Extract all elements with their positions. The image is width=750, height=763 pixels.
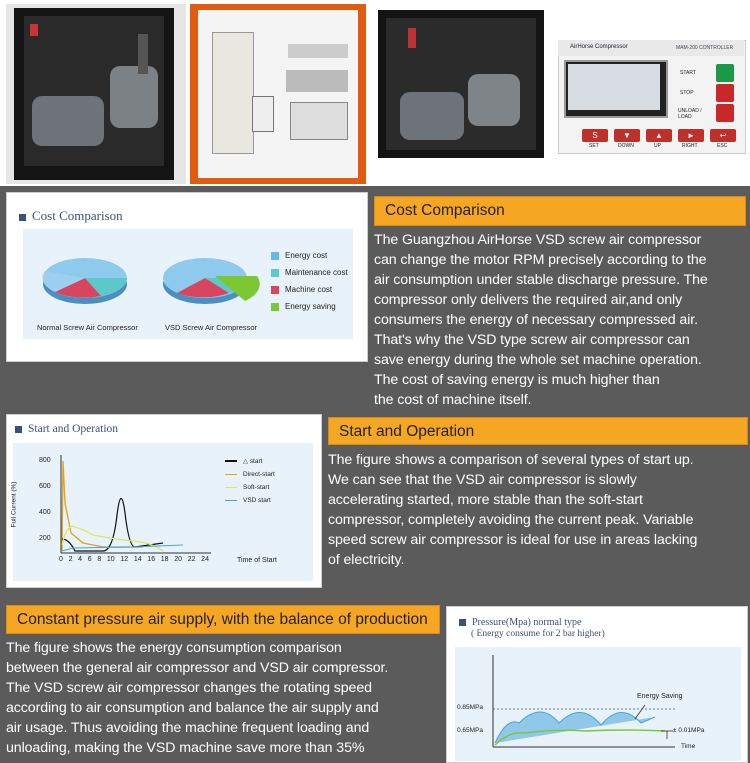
cost-comparison-text — [374, 230, 748, 410]
legend-swatch — [271, 286, 279, 294]
legend-swatch — [271, 269, 279, 277]
cost-panel-title-text: Cost Comparison — [32, 208, 123, 223]
compressor-photo-1 — [6, 4, 186, 184]
start-operation-text — [328, 450, 748, 570]
legend-soft-start — [225, 484, 275, 491]
text-line: accelerating started, more stable than the soft-start — [328, 492, 643, 508]
legend-label: VSD start — [243, 497, 271, 504]
controller-brand: AirHorse Compressor — [570, 44, 628, 50]
text-line: We can see that the VSD air compressor is slowly — [328, 472, 637, 488]
set-label: SET — [589, 143, 599, 149]
text-line: according to air consumption and balance the air supply and — [6, 700, 379, 716]
x-axis-label: Time — [681, 743, 696, 750]
up-button[interactable]: ▲ — [646, 129, 672, 142]
x-tick: 10 — [106, 556, 115, 563]
text-line: of electricity. — [328, 552, 405, 568]
text-line: save energy during the whole set machine operation. — [374, 352, 702, 368]
up-label: UP — [654, 143, 661, 149]
vsd-pie-label: VSD Screw Air Compressor — [165, 323, 258, 332]
text-line: The figure shows the energy consumption comparison — [6, 640, 342, 656]
text-line: The Guangzhou AirHorse VSD screw air compressor — [374, 232, 702, 248]
normal-compressor-pie — [43, 258, 127, 304]
normal-pie-label: Normal Screw Air Compressor — [37, 323, 138, 332]
cost-comparison-heading: Cost Comparison — [374, 196, 746, 226]
controller-model: MAM-200 CONTROLLER — [676, 45, 734, 51]
start-operation-heading: Start and Operation — [328, 417, 748, 445]
pressure-chart-panel — [446, 606, 748, 763]
y-tick: 400 — [39, 509, 51, 516]
legend-energy-saving — [271, 302, 348, 311]
tolerance-label: ± 0.01MPa — [673, 727, 705, 734]
legend-swatch — [225, 500, 237, 502]
text-line: consumers the energy of necessary compressed air. — [374, 312, 698, 328]
text-line: air consumption under stable discharge pressure. The — [374, 272, 708, 288]
cost-comparison-chart-panel — [6, 192, 368, 362]
vsd-compressor-pie — [163, 258, 260, 304]
legend-label: Machine cost — [285, 285, 333, 294]
text-line: unloading, making the VSD machine save more than 35% — [6, 740, 365, 756]
pressure-chart-area — [455, 647, 741, 761]
pressure-panel-title-text: Pressure(Mpa) normal type — [472, 617, 582, 628]
y-tick: 800 — [39, 457, 51, 464]
text-line: The cost of saving energy is much higher than — [374, 372, 660, 388]
legend-direct-start — [225, 471, 275, 478]
text-line: That's why the VSD type screw air compressor can — [374, 332, 690, 348]
start-button[interactable] — [716, 64, 734, 82]
cost-panel-title — [19, 208, 123, 224]
legend-vsd-start — [225, 497, 275, 504]
constant-pressure-text — [6, 638, 442, 758]
legend-swatch — [225, 474, 237, 476]
legend-label: Maintenance cost — [285, 268, 348, 277]
x-tick: 2 — [68, 556, 73, 563]
unload-load-button[interactable] — [716, 104, 734, 122]
legend-swatch — [225, 487, 237, 489]
down-label: DOWN — [618, 143, 634, 149]
x-axis-label: Time of Start — [237, 557, 277, 564]
legend-swatch — [225, 460, 237, 462]
legend-label: Direct-start — [243, 471, 275, 478]
y-high-label: 0.85MPa — [457, 704, 484, 711]
start-panel-title-text: Start and Operation — [28, 423, 119, 435]
text-line: the cost of machine itself. — [374, 392, 532, 408]
legend-delta-start — [225, 457, 275, 465]
x-tick: 0 — [59, 556, 63, 563]
compressor-photo-2 — [372, 4, 552, 184]
legend-machine-cost — [271, 285, 348, 294]
esc-button[interactable]: ↩ — [710, 129, 736, 142]
x-tick: 20 — [174, 556, 183, 563]
x-tick: 4 — [78, 556, 83, 563]
x-tick: 22 — [187, 556, 196, 563]
text-line: between the general air compressor and VSD air compressor. — [6, 660, 389, 676]
constant-pressure-heading: Constant pressure air supply, with the balance of production — [6, 605, 440, 634]
title-square-icon — [19, 214, 26, 221]
electrical-panel-photo — [190, 4, 366, 184]
x-tick: 14 — [133, 556, 142, 563]
pressure-panel-title — [459, 617, 581, 628]
start-chart-area — [10, 443, 313, 581]
right-button[interactable]: ► — [678, 129, 704, 142]
y-axis-label: Full Current (%) — [10, 481, 18, 528]
legend-energy-cost — [271, 251, 348, 260]
stop-button[interactable] — [716, 84, 734, 102]
standard-pressure-curve — [495, 712, 655, 743]
text-line: The figure shows a comparison of several types of start up. — [328, 452, 694, 468]
x-ticks — [59, 556, 209, 563]
controller-stop-label: STOP — [680, 90, 694, 96]
title-square-icon — [15, 426, 22, 433]
legend-label: △ start — [243, 458, 263, 465]
start-legend — [225, 457, 275, 510]
y-low-label: 0.65MPa — [457, 727, 484, 734]
start-panel-title — [15, 423, 118, 435]
text-line: can change the motor RPM precisely according to the — [374, 252, 707, 268]
text-line: The VSD screw air compressor changes the rotating speed — [6, 680, 372, 696]
legend-swatch — [271, 303, 279, 311]
text-line: speed screw air compressor is ideal for use in areas lacking — [328, 532, 698, 548]
x-tick: 24 — [201, 556, 209, 563]
legend-maintenance-cost — [271, 268, 348, 277]
product-photo-strip — [0, 0, 750, 186]
text-line: compressor, completely avoiding the current peak. Variable — [328, 512, 694, 528]
legend-label: Soft-start — [243, 484, 270, 491]
pressure-curve-chart — [455, 647, 741, 761]
cost-chart-area — [23, 229, 353, 339]
text-line: compressor only delivers the required air,and only — [374, 292, 683, 308]
y-tick: 200 — [39, 535, 51, 542]
vsd-start-line — [62, 545, 183, 551]
controller-unload-label: UNLOAD / LOAD — [678, 108, 702, 120]
pressure-panel-subtitle: ( Energy consume for 2 bar higher) — [471, 629, 605, 639]
legend-label: Energy saving — [285, 302, 336, 311]
x-tick: 18 — [160, 556, 169, 563]
text-line: air usage. Thus avoiding the machine frequent loading and — [6, 720, 370, 736]
y-tick: 600 — [39, 483, 51, 490]
controller-start-label: START — [680, 70, 696, 76]
x-tick: 6 — [87, 556, 92, 563]
down-button[interactable]: ▼ — [614, 129, 640, 142]
title-square-icon — [459, 619, 466, 626]
controller-panel-photo — [556, 4, 746, 184]
legend-label: Energy cost — [285, 251, 328, 260]
legend-swatch — [271, 252, 279, 260]
right-label: RIGHT — [682, 143, 698, 149]
start-operation-chart-panel — [6, 414, 322, 588]
x-tick: 16 — [147, 556, 156, 563]
set-button[interactable]: S — [582, 129, 608, 142]
esc-label: ESC — [717, 143, 728, 149]
energy-saving-annotation: Energy Saving — [637, 693, 683, 700]
direct-start-line — [62, 461, 143, 551]
x-tick: 12 — [120, 556, 129, 563]
x-tick: 8 — [97, 556, 102, 563]
cost-legend — [271, 251, 348, 319]
